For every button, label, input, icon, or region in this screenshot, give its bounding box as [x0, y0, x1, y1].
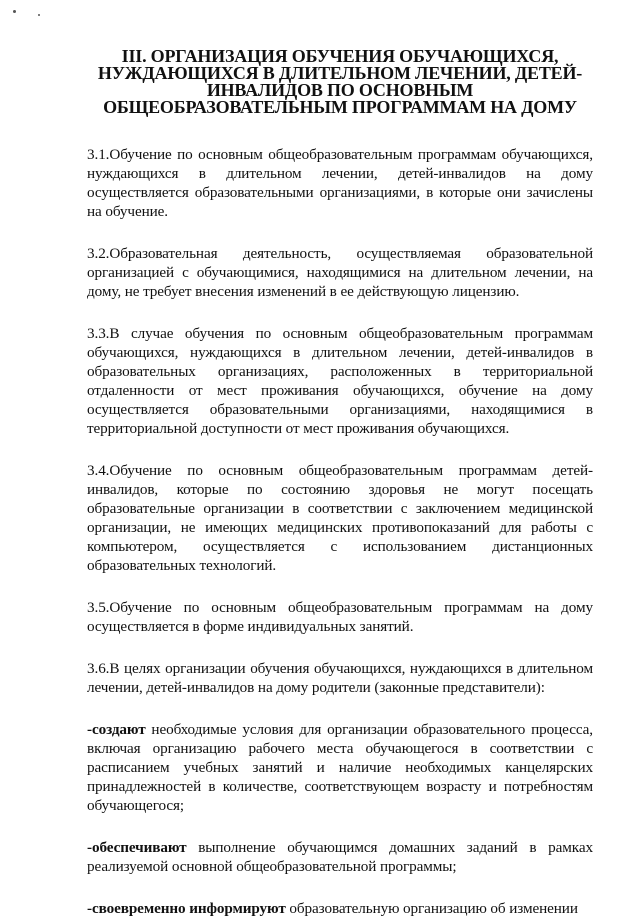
paragraph-3-2: 3.2.Образовательная деятельность, осуществляемая образовательной организацией с обучающимися, находящимися на длительном лечении, на дому, не требует внесения изменений в ее действующую лицензию. [87, 245, 593, 300]
duty-text: выполнение обучающимся домашних заданий в рамках реализуемой основной общеобразовательной программы; [87, 839, 593, 875]
document-page [87, 40, 593, 918]
scan-speck [38, 14, 40, 16]
duty-lead: -создают [87, 721, 146, 738]
document-body [87, 145, 593, 918]
duty-text: необходимые условия для организации образовательного процесса, включая организацию рабочего места обучающегося в соответствии с расписанием учебных занятий и наличие необходимых канцелярских принадлежностей в количестве, соответствующем возрасту и потребностям обучающегося; [87, 721, 593, 814]
duty-item-create [87, 720, 593, 815]
section-title: III. ОРГАНИЗАЦИЯ ОБУЧЕНИЯ ОБУЧАЮЩИХСЯ, НУЖДАЮЩИХСЯ В ДЛИТЕЛЬНОМ ЛЕЧЕНИИ, ДЕТЕЙ-ИНВАЛИДОВ ПО ОСНОВНЫМ ОБЩЕОБРАЗОВАТЕЛЬНЫМ ПРОГРАММАМ НА ДОМУ [97, 46, 583, 117]
paragraph-3-3: 3.3.В случае обучения по основным общеобразовательным программам обучающихся, нуждающихся в длительном лечении, детей-инвалидов в образовательных организациях, расположенных в территориальной отдаленности от мест проживания обучающихся, обучение на дому осуществляется образовательными организациями, находящимися в территориальной доступности от мест проживания обучающихся. [87, 325, 593, 437]
duty-item-inform [87, 899, 593, 918]
paragraph-3-6: 3.6.В целях организации обучения обучающихся, нуждающихся в длительном лечении, детей-инвалидов на дому родители (законные представители): [87, 660, 593, 696]
duty-text: образовательную организацию об изменении [285, 900, 578, 917]
duty-lead: -обеспечивают [87, 839, 187, 856]
duty-lead: -своевременно информируют [87, 900, 286, 917]
paragraph-3-5: 3.5.Обучение по основным общеобразовательным программам на дому осуществляется в форме индивидуальных занятий. [87, 599, 593, 635]
scan-speck [13, 10, 16, 13]
paragraph-3-1: 3.1.Обучение по основным общеобразовательным программам обучающихся, нуждающихся в длительном лечении, детей-инвалидов на дому осуществляется образовательными организациями, в которые они зачислены на обучение. [87, 146, 593, 220]
duty-item-ensure [87, 838, 593, 876]
paragraph-3-4: 3.4.Обучение по основным общеобразовательным программам детей-инвалидов, которые по состоянию здоровья не могут посещать образовательные организации в соответствии с заключением медицинской организации, не имеющих медицинских противопоказаний для работы с компьютером, осуществляется с использованием дистанционных образовательных технологий. [87, 462, 593, 574]
